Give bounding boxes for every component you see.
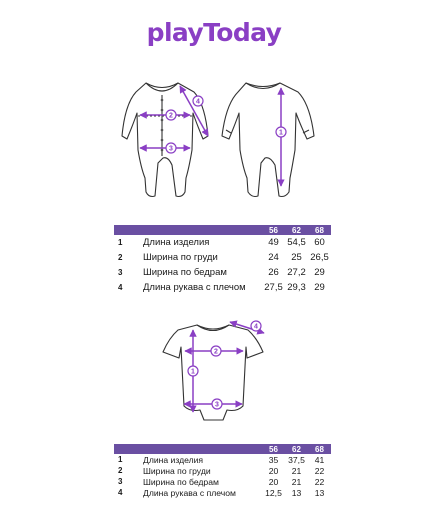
table-row: [114, 265, 331, 280]
row-label: Ширина по груди: [143, 465, 211, 476]
row-number: 1: [118, 455, 123, 464]
table-row: [114, 465, 331, 476]
marker-label: 1: [191, 368, 195, 376]
row-value: 13: [291, 487, 302, 498]
row-value: 29: [314, 267, 325, 278]
row-value: 54,5: [287, 237, 306, 248]
row-value: 60: [314, 237, 325, 248]
size-table-header: [114, 225, 331, 235]
row-label: Длина рукава с плечом: [143, 282, 246, 293]
row-value: 13: [314, 487, 325, 498]
row-value: 26,5: [310, 252, 329, 263]
row-value: 21: [291, 465, 302, 476]
jumpsuit-back-icon: [222, 83, 314, 197]
size-header: 56: [262, 444, 285, 454]
size-table-jumpsuit: [114, 225, 331, 295]
size-table-bodysuit: [114, 444, 331, 498]
row-value: 37,5: [288, 454, 305, 465]
table-row: [114, 487, 331, 498]
size-header: 68: [308, 225, 331, 235]
row-number: 3: [118, 268, 123, 277]
row-value: 27,5: [264, 282, 283, 293]
brand-logo-text: playToday: [146, 18, 282, 47]
marker-label: 2: [169, 112, 173, 120]
row-number: 1: [118, 238, 123, 247]
row-value: 35: [268, 454, 279, 465]
size-header: 56: [262, 225, 285, 235]
row-value: 41: [314, 454, 325, 465]
row-value: 22: [314, 476, 325, 487]
row-label: Ширина по бедрам: [143, 267, 227, 278]
row-label: Длина изделия: [143, 454, 204, 465]
row-value: 49: [268, 237, 279, 248]
row-number: 2: [118, 253, 123, 262]
size-header: 68: [308, 444, 331, 454]
marker-label: 3: [169, 145, 173, 153]
row-value: 27,2: [287, 267, 306, 278]
size-table-header: [114, 444, 331, 454]
table-row: [114, 250, 331, 265]
table-row: [114, 476, 331, 487]
row-number: 2: [118, 466, 123, 475]
row-label: Длина изделия: [143, 237, 210, 248]
table-row: [114, 235, 331, 250]
row-value: 24: [268, 252, 279, 263]
row-value: 29,3: [287, 282, 306, 293]
row-number: 4: [118, 488, 123, 497]
marker-label: 4: [254, 323, 258, 331]
row-label: Длина рукава с плечом: [143, 487, 236, 498]
table-row: [114, 454, 331, 465]
table-row: [114, 280, 331, 295]
marker-label: 2: [214, 348, 218, 356]
size-header: 62: [285, 225, 308, 235]
row-number: 4: [118, 283, 123, 292]
marker-label: 1: [279, 129, 283, 137]
marker-label: 4: [196, 98, 200, 106]
row-label: Ширина по бедрам: [143, 476, 219, 487]
size-header: 62: [285, 444, 308, 454]
row-value: 26: [268, 267, 279, 278]
row-value: 20: [268, 465, 279, 476]
row-value: 12,5: [265, 487, 282, 498]
row-value: 20: [268, 476, 279, 487]
row-value: 25: [291, 252, 302, 263]
row-label: Ширина по груди: [143, 252, 218, 263]
row-value: 29: [314, 282, 325, 293]
row-value: 21: [291, 476, 302, 487]
row-number: 3: [118, 477, 123, 486]
row-value: 22: [314, 465, 325, 476]
marker-label: 3: [215, 401, 219, 409]
